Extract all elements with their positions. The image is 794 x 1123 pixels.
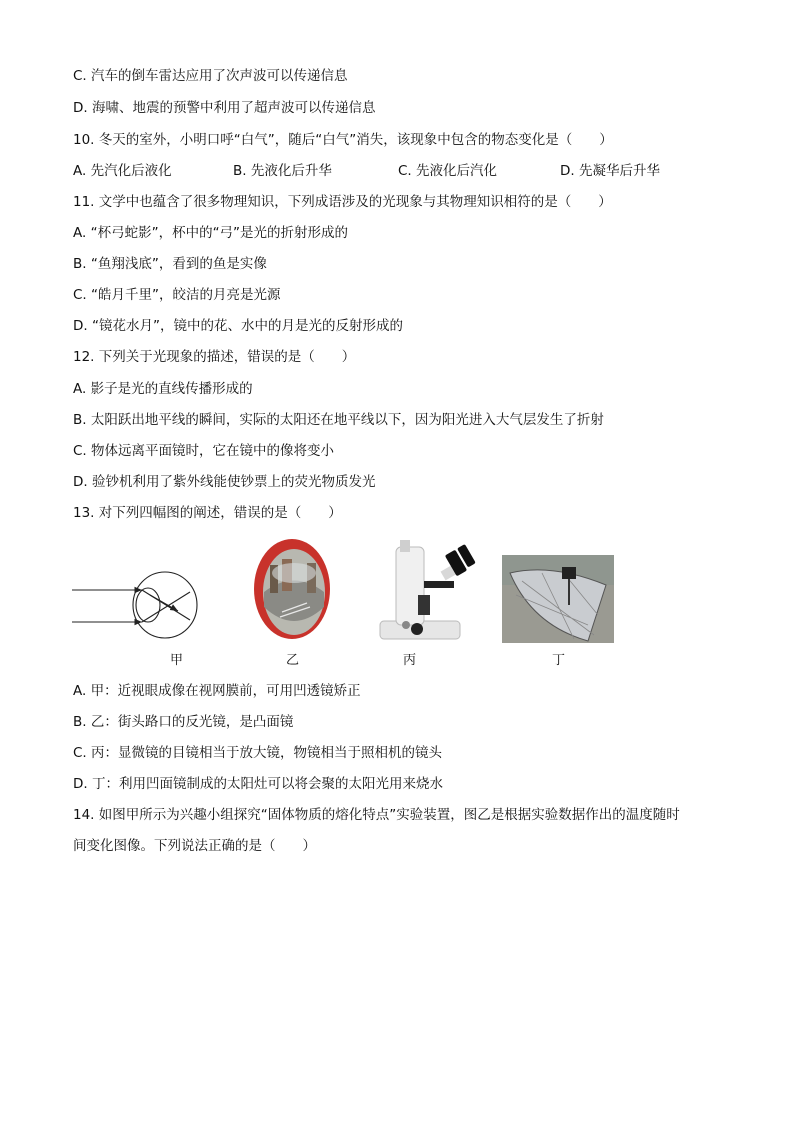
- question-14-line-1: 14. 如图甲所示为兴趣小组探究“固体物质的熔化特点”实验装置，图乙是根据实验数据作出的温度随时: [73, 807, 680, 823]
- question-12: 12. 下列关于光现象的描述，错误的是（ ）: [73, 349, 356, 365]
- q11-option-c: C. “皓月千里”，皎洁的月亮是光源: [73, 287, 281, 303]
- q9-option-c: C. 汽车的倒车雷达应用了次声波可以传递信息: [73, 68, 348, 84]
- q13-option-c: C. 丙：显微镜的目镜相当于放大镜，物镜相当于照相机的镜头: [73, 745, 443, 761]
- q11-option-b: B. “鱼翔浅底”，看到的鱼是实像: [73, 256, 267, 272]
- q10-option-a: A. 先汽化后液化: [73, 163, 172, 179]
- question-13: 13. 对下列四幅图的阐述，错误的是（ ）: [73, 505, 342, 521]
- solar-cooker-figure: [502, 555, 614, 643]
- q10-option-c: C. 先液化后汽化: [398, 163, 498, 179]
- q13-option-b: B. 乙：街头路口的反光镜，是凸面镜: [73, 714, 294, 730]
- question-10: 10. 冬天的室外，小明口呼“白气”，随后“白气”消失，该现象中包含的物态变化是（ ）: [73, 132, 613, 148]
- microscope-figure: [378, 537, 483, 642]
- question-11: 11. 文学中也蕴含了很多物理知识，下列成语涉及的光现象与其物理知识相符的是（ ）: [73, 194, 612, 210]
- q12-option-d: D. 验钞机利用了紫外线能使钞票上的荧光物质发光: [73, 474, 376, 490]
- q10-option-d: D. 先凝华后升华: [560, 163, 660, 179]
- caption-jia: 甲: [170, 653, 184, 668]
- q12-option-a: A. 影子是光的直线传播形成的: [73, 381, 253, 397]
- q11-option-a: A. “杯弓蛇影”，杯中的“弓”是光的折射形成的: [73, 225, 349, 241]
- q12-option-b: B. 太阳跃出地平线的瞬间，实际的太阳还在地平线以下，因为阳光进入大气层发生了折射: [73, 412, 604, 428]
- q11-option-d: D. “镜花水月”，镜中的花、水中的月是光的反射形成的: [73, 318, 403, 334]
- eye-diagram-figure: [70, 565, 215, 640]
- q12-option-c: C. 物体远离平面镜时，它在镜中的像将变小: [73, 443, 335, 459]
- question-14-line-2: 间变化图像。下列说法正确的是（ ）: [73, 838, 316, 854]
- q13-option-d: D. 丁：利用凹面镜制成的太阳灶可以将会聚的太阳光用来烧水: [73, 776, 443, 792]
- caption-ding: 丁: [552, 653, 566, 668]
- caption-bing: 丙: [403, 653, 417, 668]
- q13-option-a: A. 甲：近视眼成像在视网膜前，可用凹透镜矫正: [73, 683, 361, 699]
- caption-yi: 乙: [286, 653, 300, 668]
- q9-option-d: D. 海啸、地震的预警中利用了超声波可以传递信息: [73, 100, 376, 116]
- convex-mirror-figure: [252, 537, 332, 642]
- q10-option-b: B. 先液化后升华: [233, 163, 332, 179]
